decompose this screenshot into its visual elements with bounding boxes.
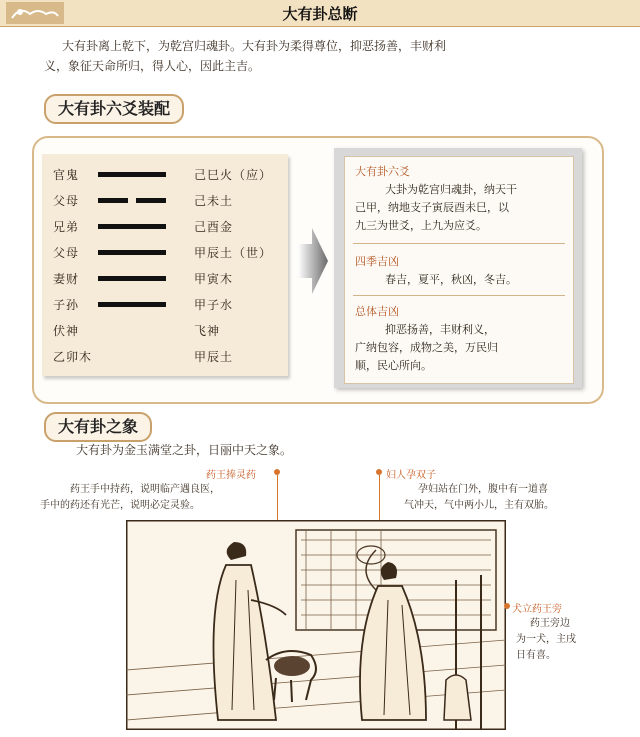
yin-line-right bbox=[136, 198, 166, 203]
hexagram-row bbox=[42, 266, 288, 290]
info-text: 大卦为乾宫归魂卦，纳天干 bbox=[385, 183, 517, 196]
hexagram-row bbox=[42, 292, 288, 316]
callout-title-medicine-king: 药王捧灵药 bbox=[206, 470, 256, 481]
info-text: 春吉，夏平，秋凶，冬吉。 bbox=[385, 273, 517, 286]
yin-line-left bbox=[98, 198, 128, 203]
divider bbox=[353, 295, 565, 296]
hexagram-row bbox=[42, 162, 288, 186]
info-panel bbox=[344, 156, 574, 384]
yang-line bbox=[98, 250, 166, 255]
callout-dot bbox=[504, 603, 510, 609]
hexagram-row bbox=[42, 240, 288, 264]
row-branch: 己酉金 bbox=[194, 220, 234, 234]
row-branch: 甲寅木 bbox=[194, 272, 234, 286]
info-text: 顺，民心所向。 bbox=[355, 359, 432, 372]
row-branch: 甲子水 bbox=[194, 298, 234, 312]
info-text: 九三为世爻，上九为应爻。 bbox=[355, 219, 487, 232]
callout-text: 孕妇站在门外，腹中有一道喜 bbox=[418, 484, 548, 495]
page-title: 大有卦总断 bbox=[282, 5, 358, 23]
row-relation: 父母 bbox=[53, 194, 80, 208]
yang-line bbox=[98, 224, 166, 229]
hexagram-row bbox=[42, 214, 288, 238]
row-relation: 官鬼 bbox=[53, 168, 80, 182]
image-description: 大有卦为金玉满堂之卦，日丽中天之象。 bbox=[76, 443, 293, 457]
row-relation: 兄弟 bbox=[53, 220, 80, 234]
row-branch: 甲辰土（世） bbox=[194, 246, 273, 260]
callout-text: 气冲天，气中两小儿，主有双胎。 bbox=[404, 500, 554, 511]
hexagram-panel bbox=[42, 154, 288, 376]
flying-spirit-label: 飞神 bbox=[194, 324, 221, 338]
row-branch: 己未土 bbox=[194, 194, 234, 208]
callout-text: 为一犬，主戌 bbox=[516, 634, 576, 645]
info-heading-lines: 大有卦六爻 bbox=[355, 165, 410, 178]
hexagram-row-spirit-values bbox=[42, 344, 288, 368]
hexagram-row-spirits bbox=[42, 318, 288, 342]
info-text: 广纳包容，成物之美，万民归 bbox=[355, 341, 498, 354]
row-relation: 妻财 bbox=[53, 272, 80, 286]
callout-text: 日有喜。 bbox=[516, 650, 556, 661]
info-heading-overall: 总体吉凶 bbox=[355, 305, 399, 318]
intro-line-1: 大有卦离上乾下，为乾宫归魂卦。大有卦为柔得尊位，抑恶扬善，丰财利 bbox=[62, 39, 447, 53]
hidden-spirit-value: 乙卯木 bbox=[53, 350, 93, 364]
yang-line bbox=[98, 276, 166, 281]
divider bbox=[353, 243, 565, 244]
info-heading-seasons: 四季吉凶 bbox=[355, 255, 399, 268]
section-heading-hexagram: 大有卦六爻装配 bbox=[44, 94, 184, 124]
woodcut-illustration bbox=[126, 520, 506, 730]
callout-text: 药王旁边 bbox=[530, 618, 570, 629]
intro-line-2: 义，象征天命所归，得人心，因此主吉。 bbox=[44, 59, 261, 73]
hexagram-row bbox=[42, 188, 288, 212]
hidden-spirit-label: 伏神 bbox=[53, 324, 80, 338]
callout-title-dog: 犬立药王旁 bbox=[512, 604, 562, 615]
flying-spirit-value: 甲辰土 bbox=[194, 350, 234, 364]
yang-line bbox=[98, 302, 166, 307]
info-text: 抑恶扬善，丰财利义， bbox=[385, 323, 495, 336]
arrow-right-icon bbox=[298, 226, 328, 296]
row-relation: 子孙 bbox=[53, 298, 80, 312]
row-branch: 己巳火（应） bbox=[194, 168, 273, 182]
row-relation: 父母 bbox=[53, 246, 80, 260]
info-text: 己甲，纳地支子寅辰酉未巳，以 bbox=[355, 201, 509, 214]
section-heading-image: 大有卦之象 bbox=[44, 412, 152, 442]
callout-text: 手中的药还有光芒，说明必定灵验。 bbox=[40, 500, 200, 511]
callout-text: 药王手中持药，说明临产遇良医， bbox=[70, 484, 220, 495]
yang-line bbox=[98, 172, 166, 177]
callout-title-pregnant-woman: 妇人孕双子 bbox=[386, 470, 436, 481]
